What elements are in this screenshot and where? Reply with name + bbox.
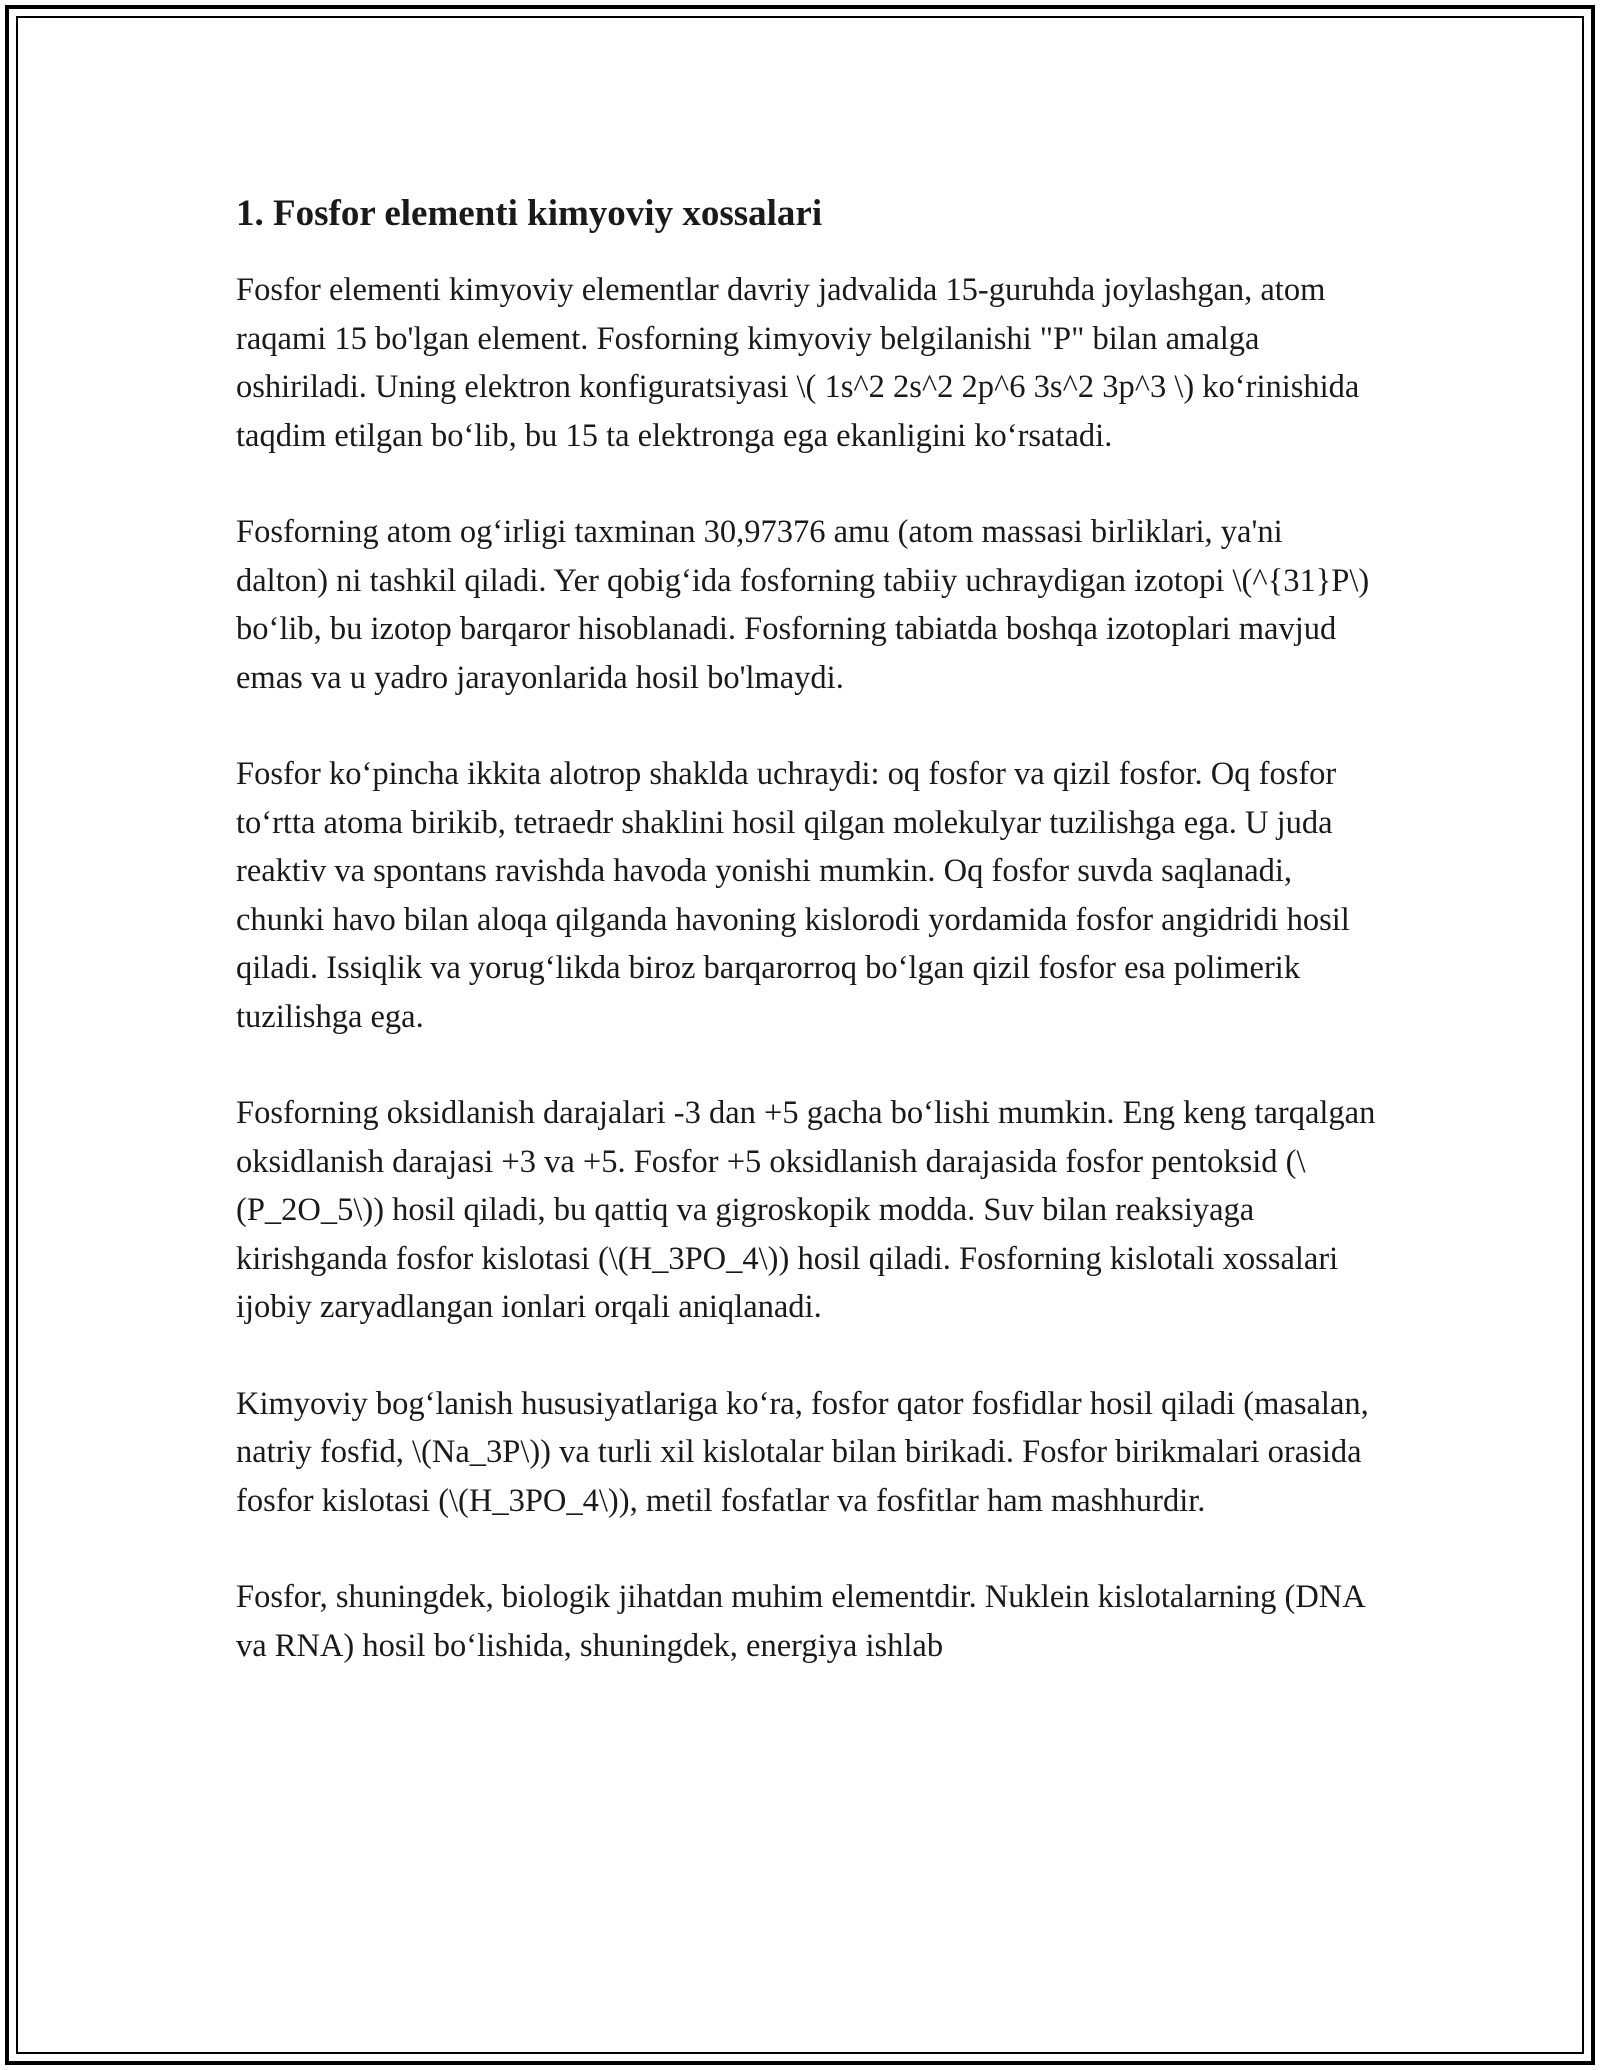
paragraph-electron-configuration: Fosfor elementi kimyoviy elementlar davriy jadvalida 15-guruhda joylashgan, atom raqami 15 bo'lgan element. Fosforning kimyoviy belgilanishi "P" bilan amalga oshiriladi. Uning elektron konfiguratsiyasi \( 1s^2 2s^2 2p^6 3s^2 3p^3 \) ko‘rinishida taqdim etilgan bo‘lib, bu 15 ta elektronga ega ekanligini ko‘rsatadi.	[236, 272, 1360, 454]
paragraph-biological-role: Fosfor, shuningdek, biologik jihatdan muhim elementdir. Nuklein kislotalarning (DNA va RNA) hosil bo‘lishida, shuningdek, energiya ishlab	[236, 1579, 1364, 1664]
paragraph-chemical-bonding: Kimyoviy bog‘lanish hususiyatlariga ko‘ra, fosfor qator fosfidlar hosil qiladi (masalan, natriy fosfid, \(Na_3P\)) va turli xil kislotalar bilan birikadi. Fosfor birikmalari orasida fosfor kislotasi (\(H_3PO_4\)), metil fosfatlar va fosfitlar ham mashhurdir.	[236, 1385, 1369, 1519]
document-title: 1. Fosfor elementi kimyoviy xossalari	[236, 193, 823, 234]
paragraph-atomic-weight: Fosforning atom og‘irligi taxminan 30,97376 amu (atom massasi birliklari, ya'ni dalton) ni tashkil qiladi. Yer qobig‘ida fosforning tabiiy uchraydigan izotopi \(^{31}P\) bo‘lib, bu izotop barqaror hisoblanadi. Fosforning tabiatda boshqa izotoplari mavjud emas va u yadro jarayonlarida hosil bo'lmaydi.	[236, 514, 1370, 696]
paragraph-allotropes: Fosfor ko‘pincha ikkita alotrop shaklda uchraydi: oq fosfor va qizil fosfor. Oq fosfor to‘rtta atoma birikib, tetraedr shaklini hosil qilgan molekulyar tuzilishga ega. U juda reaktiv va spontans ravishda havoda yonishi mumkin. Oq fosfor suvda saqlanadi, chunki havo bilan aloqa qilganda havoning kislorodi yordamida fosfor angidridi hosil qiladi. Issiqlik va yorug‘likda biroz barqarorroq bo‘lgan qizil fosfor esa polimerik tuzilishga ega.	[236, 756, 1350, 1035]
document-body	[236, 188, 1376, 1718]
paragraph-oxidation-states: Fosforning oksidlanish darajalari -3 dan +5 gacha bo‘lishi mumkin. Eng keng tarqalgan oksidlanish darajasi +3 va +5. Fosfor +5 oksidlanish darajasida fosfor pentoksid (\(P_2O_5\)) hosil qiladi, bu qattiq va gigroskopik modda. Suv bilan reaksiyaga kirishganda fosfor kislotasi (\(H_3PO_4\)) hosil qiladi. Fosforning kislotali xossalari ijobiy zaryadlangan ionlari orqali aniqlanadi.	[236, 1095, 1376, 1325]
